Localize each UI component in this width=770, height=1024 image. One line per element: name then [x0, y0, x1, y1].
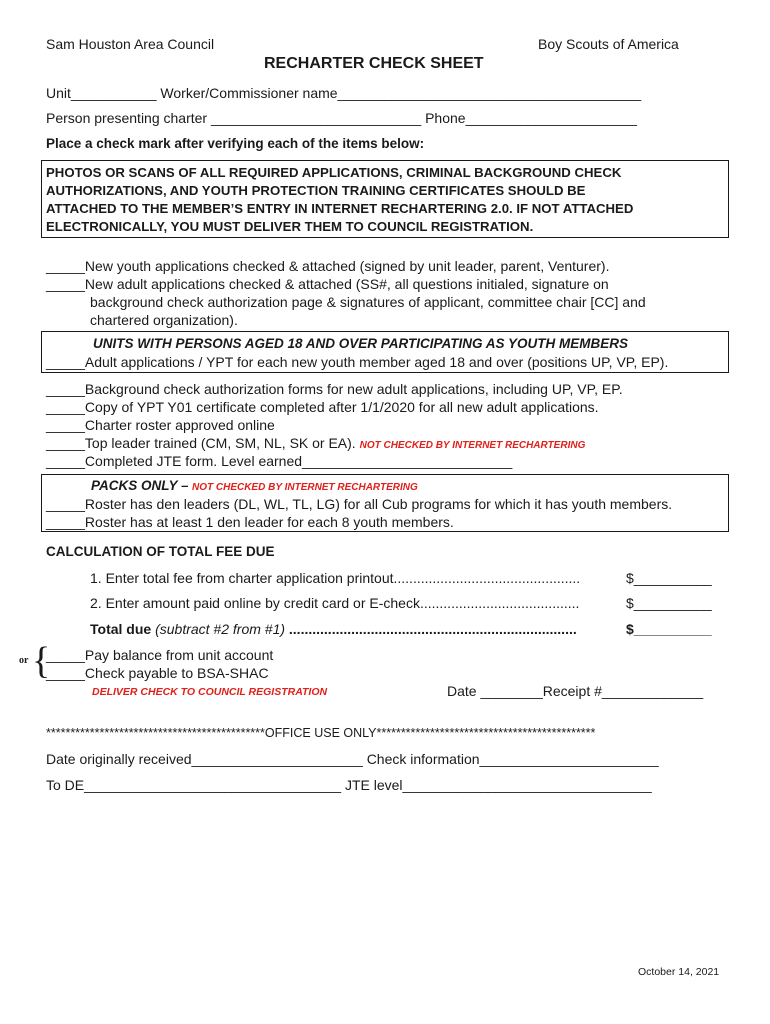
organization-name: Boy Scouts of America [538, 36, 679, 52]
fee-line-1-amount: $__________ [626, 570, 712, 586]
page-title: RECHARTER CHECK SHEET [264, 55, 484, 72]
packs-dash: – [177, 478, 192, 493]
received-check-field: Date originally received______________________ Check information_______________________ [46, 751, 659, 767]
date-receipt-field: Date ________Receipt #_____________ [447, 683, 704, 699]
packs-not-checked-note: NOT CHECKED BY INTERNET RECHARTERING [191, 482, 418, 493]
fee-heading: CALCULATION OF TOTAL FEE DUE [46, 544, 275, 559]
top-leader-trained-item: _____Top leader trained (CM, SM, NL, SK or EA). [46, 435, 356, 451]
person-phone-field: Person presenting charter ___________________________ Phone______________________ [46, 110, 637, 126]
fee-line-2: 2. Enter amount paid online by credit card or E-check......................................... [90, 595, 580, 611]
units-18-item: _____Adult applications / YPT for each new youth member aged 18 and over (positions UP, VP, EP). [46, 354, 669, 370]
den-ratio-item: _____Roster has at least 1 den leader for each 8 youth members. [46, 514, 454, 530]
office-use-banner: *********************************************OFFICE USE ONLY********************************************* [46, 726, 596, 740]
fee-line-2-amount: $__________ [626, 595, 712, 611]
notice-line: PHOTOS OR SCANS OF ALL REQUIRED APPLICATIONS, CRIMINAL BACKGROUND CHECK [46, 165, 622, 180]
deliver-check-note: DELIVER CHECK TO COUNCIL REGISTRATION [92, 686, 328, 698]
fee-line-1: 1. Enter total fee from charter application printout................................................ [90, 570, 581, 586]
total-due-amount: $__________ [626, 621, 712, 637]
packs-only-heading: PACKS ONLY [91, 478, 178, 493]
total-due-sub: (subtract #2 from #1) [155, 621, 286, 637]
adult-applications-item-cont: background check authorization page & signatures of applicant, committee chair [CC] and [90, 294, 646, 310]
total-due-dots: .......................................................................... [288, 621, 577, 637]
brace-icon: { [32, 640, 51, 682]
units-18-heading: UNITS WITH PERSONS AGED 18 AND OVER PARTICIPATING AS YOUTH MEMBERS [93, 336, 629, 351]
instruction-text: Place a check mark after verifying each of the items below: [46, 136, 425, 151]
total-due-label: Total due [90, 621, 152, 637]
adult-applications-item-cont: chartered organization). [90, 312, 238, 328]
ypt-certificate-item: _____Copy of YPT Y01 certificate completed after 1/1/2020 for all new adult applications. [46, 399, 599, 415]
check-payable-item: _____Check payable to BSA-SHAC [46, 665, 269, 681]
notice-line: ELECTRONICALLY, YOU MUST DELIVER THEM TO COUNCIL REGISTRATION. [46, 219, 534, 234]
adult-applications-item: _____New adult applications checked & attached (SS#, all questions initialed, signature on [46, 276, 609, 292]
youth-applications-item: _____New youth applications checked & attached (signed by unit leader, parent, Venturer). [46, 258, 610, 274]
den-leaders-item: _____Roster has den leaders (DL, WL, TL, LG) for all Cub programs for which it has youth members. [46, 496, 673, 512]
charter-roster-item: _____Charter roster approved online [46, 417, 275, 433]
footer-date: October 14, 2021 [638, 966, 720, 978]
unit-worker-field: Unit___________ Worker/Commissioner name_______________________________________ [46, 85, 642, 101]
de-jte-field: To DE_________________________________ JTE level________________________________ [46, 777, 652, 793]
notice-line: AUTHORIZATIONS, AND YOUTH PROTECTION TRAINING CERTIFICATES SHOULD BE [46, 183, 586, 198]
not-checked-note: NOT CHECKED BY INTERNET RECHARTERING [359, 440, 586, 451]
jte-form-item: _____Completed JTE form. Level earned___________________________ [46, 453, 513, 469]
or-label: or [19, 655, 29, 666]
background-check-item: _____Background check authorization forms for new adult applications, including UP, VP, EP. [46, 381, 623, 397]
pay-unit-account-item: _____Pay balance from unit account [46, 647, 274, 663]
council-name: Sam Houston Area Council [46, 36, 215, 52]
notice-line: ATTACHED TO THE MEMBER’S ENTRY IN INTERNET RECHARTERING 2.0. IF NOT ATTACHED [46, 201, 634, 216]
